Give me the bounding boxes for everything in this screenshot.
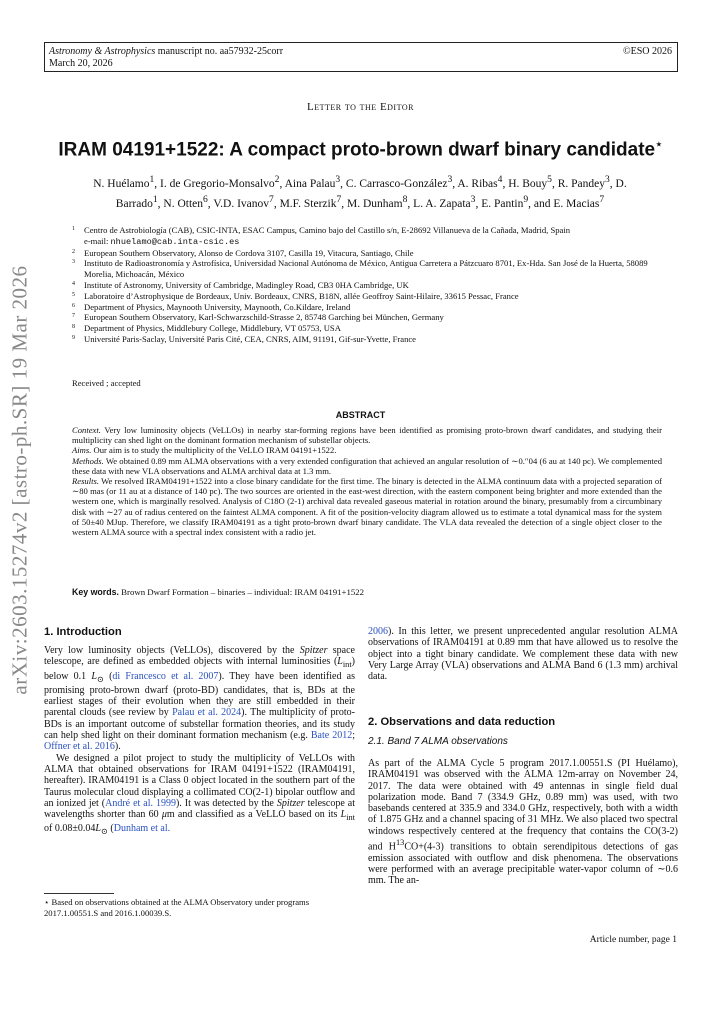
- right-column: [368, 626, 678, 682]
- citation-link[interactable]: Palau et al. 2024: [172, 707, 242, 719]
- affiliation: 9 Université Paris-Saclay, Université Paris Cité, CEA, CNRS, AIM, 91191, Gif-sur-Yvette, France: [72, 333, 416, 344]
- citation-link[interactable]: Offner et al. 2016: [44, 741, 115, 753]
- methods-label: Methods.: [72, 455, 104, 466]
- citation-link[interactable]: 2006: [368, 626, 388, 637]
- intro-paragraph-3: 2006). In this letter, we present unprecedented angular resolution ALMA observations of IRAM04191 at 0.89 mm that have allowed us to resolve the object into a tight binary candidate. We complement these data with new Very Large Array (VLA) observations and ALMA Band 6 (1.3 mm) archival data.: [368, 626, 678, 683]
- intro-paragraph-1: Very low luminosity objects (VeLLOs), discovered by the Spitzer space telescope, are defined as embedded objects with internal luminosities $(L_{int})$ below 0.1 $L_⊙$ (di Francesco et al. 2007). They have been identified as promising proto-brown dwarf (proto-BD) candidates, that is, BDs at the earliest stages of their evolution when they are still embedded in their parental clouds (see review by Palau et al. 2024). The multiplicity of proto-BDs is an important outcome of substellar formation theories, and its study can help shed light on their dominant formation mechanism (e.g. Bate 2012; Offner et al. 2016).: [44, 645, 355, 753]
- manuscript-number: manuscript no. aa57932-25corr: [157, 46, 284, 57]
- manuscript-header: [44, 42, 678, 72]
- aims-label: Aims.: [72, 445, 92, 456]
- citation-link[interactable]: André et al. 1999: [105, 797, 176, 809]
- author-line: N. Huélamo$^1$, I. de Gregorio-Monsalvo$^2$, Aina Palau$^3$, C. Carrasco-González$^3$, A. Ribas$^4$, H. Bouy$^5$, R. Pandey$^3$, D.: [93, 174, 627, 190]
- keywords-label: Key words.: [72, 587, 119, 597]
- results-label: Results.: [72, 476, 99, 487]
- abstract: [72, 425, 662, 537]
- affiliation: 3 Instituto de Radioastronomía y Astrofísica, Universidad Nacional Autónoma de México, Antigua Carretera a Pátzcuaro 8701, Ex-Hda. San José de la Huerta, 58089 Morelia, Michoacán, México: [72, 258, 648, 280]
- intro-paragraph-2: We designed a pilot project to study the multiplicity of VeLLOs with ALMA that obtained observations for IRAM 04191+1522 (IRAM04191, hereafter). IRAM04191 is a Class 0 object located in the southern part of the Taurus molecular cloud displaying a collimated CO(2-1) bipolar outflow and an ionized jet (André et al. 1999). It was detected by the Spitzer telescope at wavelengths shorter than 60 μm and classified as a VeLLO based on its $L_{int}$ of $0.08\pm 0.04L_⊙$ (Dunham et al.: [44, 752, 355, 837]
- affiliation-email: e-mail: nhuelamo@cab.inta-csic.es: [84, 235, 240, 247]
- article-type: Letter to the Editor: [307, 101, 414, 113]
- received-line: Received ; accepted: [72, 378, 141, 388]
- paper-title: [20, 137, 701, 161]
- methods-text: We obtained 0.89 mm ALMA observations with a very extended configuration that achieved an angular resolution of ∼0.′′04 (6 au at 140 pc). We complemented these data with new VLA observations and ALMA archival data at 1.3 mm.: [72, 455, 662, 476]
- section-introduction-title: 1. Introduction: [44, 626, 122, 638]
- affiliation: 4 Institute of Astronomy, University of Cambridge, Madingley Road, CB3 0HA Cambridge, UK: [72, 279, 409, 290]
- context-label: Context.: [72, 425, 101, 435]
- keywords-text: Brown Dwarf Formation – binaries – individual: IRAM 04191+1522: [121, 587, 365, 597]
- context-text: Very low luminosity objects (VeLLOs) in nearby star-forming regions have been identified as promising proto-brown dwarf candidates, and studying their multiplicity can shed light on the dominant formation mechanism of substellar objects.: [72, 425, 662, 446]
- paper-title-text: IRAM 04191+1522: A compact proto-brown dwarf binary candidate: [58, 139, 656, 161]
- affiliation: 2 European Southern Observatory, Alonso de Cordova 3107, Casilla 19, Vitacura, Santiago, Chile: [72, 247, 414, 258]
- footnote-rule: [44, 893, 114, 894]
- author-line: Barrado$^1$, N. Otten$^6$, V.D. Ivanov$^7$, M.F. Sterzik$^7$, M. Dunham$^8$, L. A. Zapata$^3$, E. Pantin$^9$, and E. Macias$^7$: [115, 193, 605, 210]
- affiliation: 7 European Southern Observatory, Karl-Schwarzschild-Strasse 2, 85748 Garching bei München, Germany: [72, 312, 444, 323]
- footnote: ⋆ Based on observations obtained at the ALMA Observatory under programs 2017.1.00551.S and 2016.1.00039.S.: [44, 897, 310, 918]
- journal-name: Astronomy & Astrophysics: [49, 46, 156, 57]
- affiliation: 6 Department of Physics, Maynooth University, Maynooth, Co.Kildare, Ireland: [72, 301, 351, 312]
- affiliation: 1 Centro de Astrobiología (CAB), CSIC-INTA, ESAC Campus, Camino bajo del Castillo s/n, E-28692 Villanueva de la Cañada, Madrid, Spain: [72, 225, 571, 235]
- arxiv-identifier[interactable]: arXiv:2603.15274v2 [astro-ph.SR] 19 Mar 2026: [7, 265, 32, 695]
- affiliations: [72, 225, 662, 345]
- citation-link[interactable]: Dunham et al.: [113, 823, 171, 835]
- page-number: Article number, page 1: [589, 935, 677, 945]
- aims-text: Our aim is to study the multiplicity of the VeLLO IRAM 04191+1522.: [93, 445, 337, 456]
- affiliation: 8 Department of Physics, Middlebury College, Middlebury, VT 05753, USA: [72, 323, 341, 334]
- copyright: ©ESO 2026: [623, 46, 672, 57]
- left-column: [44, 645, 355, 838]
- citation-link[interactable]: Bate 2012: [310, 730, 353, 742]
- arxiv-sidebar: [0, 260, 40, 700]
- citation-link[interactable]: di Francesco et al. 2007: [112, 670, 219, 682]
- results-text: We resolved IRAM04191+1522 into a close binary candidate for the first time. The binary is detected in the ALMA continuum data with a projected separation of ∼80 mas (or 11 au at a distance of 140 pc). The two sources are oriented in the east-west direction, with the eastern component being brighter and more extended than the western one, which is marginally resolved. Analysis of C18O (2-1) archival data revealed gaseous material in rotation around the binary, presumably from a circumbinary disk with ∼27 au of radius centered on the faintest ALMA component. A fit of the position-velocity diagram allowed us to estimate a total dynamical mass for the system of 50±40 MJup. Therefore, we classify IRAM04191 as a tight proto-brown dwarf binary candidate. The VLA data revealed the detection of a single object closer to the western ALMA source with a spectral index consistent with a radio jet.: [72, 476, 662, 538]
- affiliation: 5 Laboratoire d’Astrophysique de Bordeaux, Univ. Bordeaux, CNRS, B18N, allée Geoffroy Saint-Hilaire, 33615 Pessac, France: [72, 290, 519, 301]
- manuscript-date: March 20, 2026: [49, 58, 113, 69]
- abstract-heading: ABSTRACT: [335, 410, 386, 420]
- email-link[interactable]: nhuelamo@cab.inta-csic.es: [110, 236, 240, 247]
- band7-paragraph: As part of the ALMA Cycle 5 program 2017.1.00551.S (PI Huélamo), IRAM04191 was observed with the ALMA 12m-array on November 24, 2017. The data were obtained with 49 antennas in single field dual polarization mode. Band 7 (334.9 GHz, 0.89 mm) was used, with two basebands centered at 335.9 and 334.0 GHz, respectively, both with a width of 1.875 GHz and a channel spacing of 31 MHz. We also placed two spectral windows respectively centered at the frequency that contains the CO(3-2) and $H^{13}CO+(4-3)$ transitions to obtain serendipitous detections of gas emission associated with outflow and disk phenomena. The observations were performed with an average precipitable water-vapor column of ∼0.6 mm. The an-: [368, 758, 678, 887]
- subsection-band7-title: 2.1. Band 7 ALMA observations: [368, 736, 508, 747]
- keywords: [72, 587, 662, 597]
- title-footnote-mark: ⋆: [655, 137, 663, 151]
- section-observations-title: 2. Observations and data reduction: [368, 716, 556, 728]
- author-list: [60, 172, 660, 212]
